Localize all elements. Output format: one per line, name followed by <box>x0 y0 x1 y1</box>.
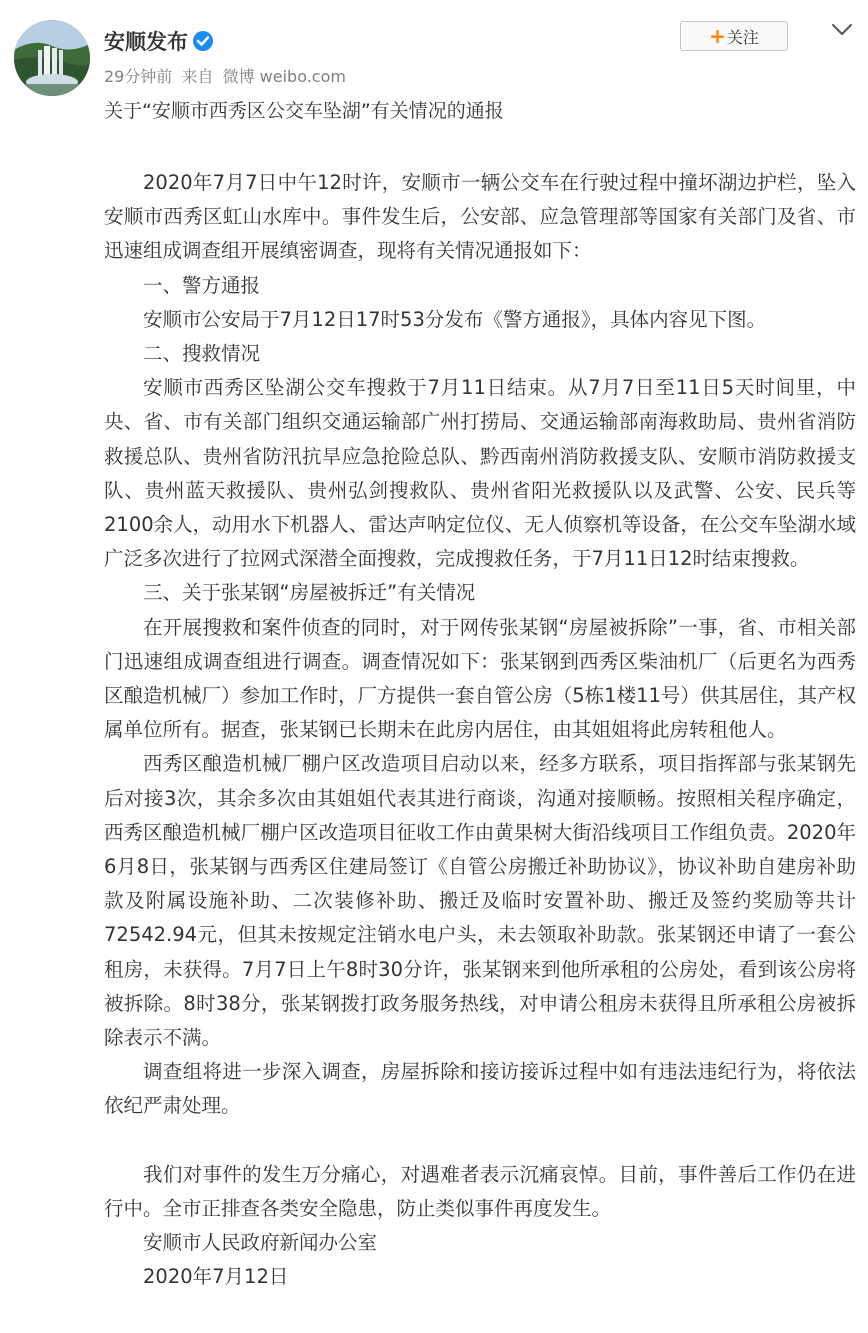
avatar[interactable] <box>14 20 90 96</box>
paragraph-gap <box>104 1124 856 1158</box>
signature-date: 2020年7月12日 <box>143 1265 289 1289</box>
section-heading-2: 二、搜救情况 <box>143 342 261 366</box>
account-name[interactable]: 安顺发布 <box>104 30 188 54</box>
paragraph-rescue: 安顺市西秀区坠湖公交车搜救于7月11日结束。从7月7日至11日5天时间里，中央、省、市有关部门组织交通运输部广州打捞局、交通运输部南海救助局、贵州省消防救援总队、贵州省防汛抗旱应急抢险总队、黔西南州消防救援支队、安顺市消防救援支队、贵州蓝天救援队、贵州弘剑搜救队、贵州省阳光救援队以及武警、公安、民兵等2100余人，动用水下机器人、雷达声呐定位仪、无人侦察机等设备，在公交车坠湖水域广泛多次进行了拉网式深潜全面搜救，完成搜救任务，于7月11日12时结束搜救。 <box>104 376 856 571</box>
post-source[interactable]: 微博 weibo.com <box>222 67 346 86</box>
paragraph-condolence: 我们对事件的发生万分痛心，对遇难者表示沉痛哀悼。目前，事件善后工作仍在进行中。全市正排查各类安全隐患，防止类似事件再度发生。 <box>104 1162 856 1220</box>
post-body <box>104 166 856 1295</box>
follow-label: 关注 <box>726 28 759 47</box>
post-time[interactable]: 29分钟前 <box>104 67 173 86</box>
plus-icon: + <box>709 24 726 48</box>
waterfall-avatar-image <box>14 20 90 96</box>
paragraph-intro: 2020年7月7日中午12时许，安顺市一辆公交车在行驶过程中撞坏湖边护栏，坠入安顺市西秀区虹山水库中。事件发生后，公安部、应急管理部等国家有关部门及省、市迅速组成调查组开展缜密调查，现将有关情况通报如下： <box>104 171 856 263</box>
post-meta <box>104 66 350 88</box>
follow-button[interactable] <box>680 21 788 51</box>
verified-badge-icon <box>192 30 214 52</box>
paragraph-renovation: 西秀区酿造机械厂棚户区改造项目启动以来，经多方联系，项目指挥部与张某钢先后对接3次，其余多次由其姐姐代表其进行商谈，沟通对接顺畅。按照相关程序确定，西秀区酿造机械厂棚户区改造项目征收工作由黄果树大街沿线项目工作组负责。2020年6月8日，张某钢与西秀区住建局签订《自管公房搬迁补助协议》，协议补助自建房补助款及附属设施补助、二次装修补助、搬迁及临时安置补助、搬迁及签约奖励等共计72542.94元，但其未按规定注销水电户头，未去领取补助款。张某钢还申请了一套公租房，未获得。7月7日上午8时30分许，张某钢来到他所承租的公房处，看到该公房将被拆除。8时38分，张某钢拨打政务服务热线，对申请公租房未获得且所承租公房被拆除表示不满。 <box>104 752 856 1050</box>
post-header <box>0 0 868 100</box>
section-heading-3: 三、关于张某钢“房屋被拆迁”有关情况 <box>143 581 476 605</box>
source-prefix: 来自 <box>181 67 214 86</box>
chevron-down-icon[interactable] <box>830 22 854 38</box>
paragraph-police: 安顺市公安局于7月12日17时53分发布《警方通报》，具体内容见下图。 <box>143 307 767 331</box>
paragraph-followup: 调查组将进一步深入调查，房屋拆除和接访接诉过程中如有违法违纪行为，将依法依纪严肃处理。 <box>104 1060 856 1118</box>
post-title: 关于“安顺市西秀区公交车坠湖”有关情况的通报 <box>104 100 504 122</box>
paragraph-investigation: 在开展搜救和案件侦查的同时，对于网传张某钢“房屋被拆除”一事，省、市相关部门迅速组成调查组进行调查。调查情况如下：张某钢到西秀区柴油机厂（后更名为西秀区酿造机械厂）参加工作时，厂方提供一套自管公房（5栋1楼11号）供其居住，其产权属单位所有。据查，张某钢已长期未在此房内居住，由其姐姐将此房转租他人。 <box>104 615 856 742</box>
signature-org: 安顺市人民政府新闻办公室 <box>143 1231 378 1255</box>
section-heading-1: 一、警方通报 <box>143 273 261 297</box>
